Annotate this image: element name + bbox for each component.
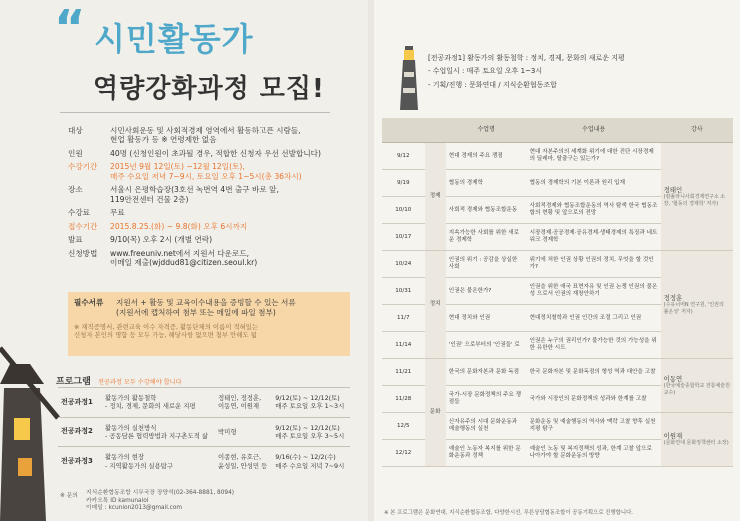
program-name-line: 전공과정3 <box>61 457 93 466</box>
program-name <box>58 417 102 447</box>
program-name <box>58 388 102 418</box>
program-instructors <box>215 388 272 418</box>
info-value-line: 2015년 9월 12일(토) ~12월 12일(토), <box>110 162 245 172</box>
schedule-row <box>382 251 733 278</box>
info-value-line: 119안전센터 건물 2층) <box>110 194 189 204</box>
program-instructors-line: 이종현, 유호근, <box>217 453 262 462</box>
program-row <box>58 388 350 418</box>
info-value <box>110 162 358 181</box>
info-label: 수강료 <box>68 208 91 218</box>
program-instructors-line: 윤성일, 안성민 등 <box>217 461 268 470</box>
flyer-title: 시민활동가 <box>94 20 254 58</box>
program-course <box>102 447 215 476</box>
schedule-column-header: 수업내용 <box>527 118 661 143</box>
schedule-content: 인권을 위한 애국 표현자유 및 인권 논쟁 인권의 불온성 으로서 인권의 재창안하기 <box>527 278 661 305</box>
schedule-date: 11/7 <box>382 305 425 332</box>
program-instructors <box>215 447 272 476</box>
schedule-area: 정제 <box>425 143 446 251</box>
schedule-topic: 신자유주의 시대 문화운동과 예술행동의 실천 <box>446 413 527 440</box>
info-value <box>110 235 358 244</box>
schedule-topic: 현대 정치와 인권 <box>446 305 527 332</box>
info-value-line: 9/10(목) 오후 2시 (개별 연락) <box>110 235 213 245</box>
schedule-date: 11/21 <box>382 359 425 386</box>
program-instructors-line: 박미형 <box>217 427 237 436</box>
instructor-name: 이동연 <box>663 375 683 384</box>
flyer-subtitle: 역량강화과정 모집! <box>93 74 325 104</box>
schedule-topic: 사회적 경제와 협동조합운동 <box>446 197 527 224</box>
program-table <box>58 387 350 476</box>
schedule-column-header: 수업명 <box>446 118 527 143</box>
program-row <box>58 447 350 476</box>
program-course <box>102 417 215 447</box>
contact-line: 카카오톡 ID kamunaiol <box>86 497 149 504</box>
info-value-line: 무료 <box>110 208 125 218</box>
course-header-line: - 수업일시 : 매주 토요일 오후 1~3시 <box>428 67 543 76</box>
program-title: 프로그램 <box>56 377 91 387</box>
schedule-area: 정치 <box>425 251 446 359</box>
schedule-content: 국가와 시장인의 문화정책의 성과와 한계를 고찰 <box>527 386 661 413</box>
program-name <box>58 447 102 476</box>
program-course <box>102 388 215 418</box>
info-row <box>68 126 358 145</box>
schedule-date: 10/10 <box>382 197 425 224</box>
program-schedule-line: 매주 수요일 저녁 7~9시 <box>275 461 345 470</box>
flyer-panel <box>0 0 368 521</box>
schedule-content: 문화운동 및 예술행동의 역사와 맥락 고찰 향후 실천 지평 탐구 <box>527 413 661 440</box>
schedule-content: 시장경제·공공경제·공유경제·생태경제의 특징과 네트워크 경제학 <box>527 224 661 251</box>
schedule-column-header <box>382 118 425 143</box>
info-label: 수강기간 <box>68 162 98 172</box>
requirement-note: ※ 재직증명서, 관련교육 이수 자격증, 활동단체의 이름이 적혀있는 <box>74 322 259 331</box>
program-schedule-line: 9/12(토) ~ 12/12(토) <box>275 394 340 402</box>
schedule-column-header: 강사 <box>661 118 733 143</box>
contact-label: ※ 문의 <box>60 493 78 499</box>
schedule-topic: 예술인 노동자 복지를 위한 문화운동과 정책 <box>446 440 527 467</box>
program-name-line: 전공과정1 <box>61 397 93 406</box>
required-documents-row <box>74 298 344 319</box>
program-note: 전공과정 모두 수강해야 합니다 <box>98 379 182 386</box>
schedule-content: 협동의 경제학의 기본 이론과 원리 입재 <box>527 170 661 197</box>
schedule-content: 한국 문화자본 및 문화독점의 형성 역과 대안을 고찰 <box>527 359 661 386</box>
schedule-date: 10/24 <box>382 251 425 278</box>
schedule-instructor <box>661 359 733 413</box>
info-value-line: www.freeuniv.net에서 지원서 다운로드, <box>110 248 250 258</box>
schedule-content: 위기에 처한 인권 상황 인권의 정치, 무엇을 할 것인가? <box>527 251 661 278</box>
program-course-line: - 정치, 경제, 문화의 새로운 지평 <box>105 402 196 411</box>
program-instructors <box>215 417 272 447</box>
schedule-date: 9/12 <box>382 143 425 170</box>
schedule-table <box>382 118 733 467</box>
instructor-desc: (수유너머N 연구원, '인권의 불온성' 저자) <box>663 302 724 315</box>
program-course-line: - 공동담론 협력방법과 지구촌도적 삶 <box>105 431 209 440</box>
info-label: 발표 <box>68 235 83 245</box>
program-instructors-line: 이동연, 이원재 <box>217 402 260 411</box>
sheet-footnote: ※ 본 프로그램은 문화연대, 지식순환협동조합, 다양한시선, 푸른상담협동조합이 공동기획으로 진행합니다. <box>384 510 633 516</box>
instructor-name: 정태인 <box>663 186 683 195</box>
schedule-header-row <box>382 118 733 143</box>
required-documents-label: 필수서류 <box>74 298 104 307</box>
info-label: 대상 <box>68 126 83 135</box>
schedule-topic: 협동의 경제학 <box>446 170 527 197</box>
contact-info <box>86 490 234 513</box>
schedule-row <box>382 143 733 170</box>
info-value-line: 2015.8.25.(화) ~ 9.8(화) 오후 6시까지 <box>110 221 248 231</box>
info-label: 장소 <box>68 185 83 195</box>
program-schedule-line: 매주 토요일 오후 1~3시 <box>275 402 345 411</box>
info-value-line: 서울시 은평학습장(3호선 녹번역 4번 출구 바로 앞, <box>110 185 279 195</box>
info-value-line: 40명 (신청인원이 초과될 경우, 적합한 신청자 우선 선발합니다) <box>110 148 321 158</box>
program-schedule-line: 매주 토요일 오후 3~5시 <box>275 431 345 440</box>
info-value <box>110 185 358 204</box>
schedule-topic: 지속가능한 사회를 위한 새로운 경제학 <box>446 224 527 251</box>
program-schedule <box>272 447 350 476</box>
schedule-date: 12/12 <box>382 440 425 467</box>
info-value <box>110 126 358 145</box>
required-documents-text <box>116 298 344 319</box>
instructor-name: 이원재 <box>663 432 683 441</box>
course-header-line: - 기획/진행 : 문화연대 / 지식순환협동조합 <box>428 80 557 89</box>
program-schedule-line: 9/12(토) ~ 12/12(토) <box>275 423 340 432</box>
info-label: 신청방법 <box>68 248 98 258</box>
info-value <box>110 222 358 231</box>
requirement-line: 지원서 + 활동 및 교육이수내용을 증빙할 수 있는 서류 <box>116 298 296 307</box>
course-header-line: [전공과정1] 활동가의 활동철학 : 정치, 경제, 문화의 새로운 지평 <box>428 54 625 62</box>
schedule-instructor <box>661 413 733 467</box>
schedule-column-header <box>425 118 446 143</box>
schedule-content: 현대 자본주의의 세계화 위기에 대한 진단 시장경제의 딜레마, 탈출구는 있는가? <box>527 143 661 170</box>
instructor-desc: (문화연대 문화정책센터 소장) <box>663 440 729 447</box>
info-row <box>68 185 358 204</box>
info-value <box>110 208 358 217</box>
schedule-topic: '인권' 으로부터의 '인권들' 로 <box>446 332 527 359</box>
info-row <box>68 249 358 268</box>
program-course-line: - 지역활동가의 실용탐구 <box>105 461 174 470</box>
schedule-instructor <box>661 143 733 251</box>
course-header <box>428 52 625 92</box>
info-row <box>68 149 358 158</box>
info-row <box>68 208 358 217</box>
schedule-date: 10/17 <box>382 224 425 251</box>
info-row <box>68 235 358 244</box>
schedule-date: 10/31 <box>382 278 425 305</box>
schedule-date: 9/19 <box>382 170 425 197</box>
contact-line: 이메일 : kcunion2013@gmail.com <box>86 505 183 512</box>
info-value <box>110 149 358 158</box>
schedule-content: 인권은 누구의 권리인가? 불가능한 것의 가능성을 위한 유한한 시도 <box>527 332 661 359</box>
windmill-illustration <box>0 328 60 521</box>
schedule-topic: 인권은 불온한가? <box>446 278 527 305</box>
info-row <box>68 222 358 231</box>
info-value-line: 시민사회운동 및 사회적경제 영역에서 활동하고픈 시람들, <box>110 126 301 135</box>
info-value <box>110 249 358 268</box>
info-list <box>68 126 358 272</box>
schedule-date: 11/28 <box>382 386 425 413</box>
program-row <box>58 417 350 447</box>
contact-line: 지식순환협동조합 시무국장 장양석(02-364-8881, 8094) <box>86 490 235 496</box>
program-instructors-line: 정태인, 정정훈, <box>217 394 262 402</box>
info-value-line: 매주 수요일 저녁 7~9시, 토요일 오후 1~5시(총 36차시) <box>110 171 302 181</box>
schedule-area: 문화 <box>425 359 446 467</box>
info-value-line: 현업 활동가 등 ※ 연령제한 없음 <box>110 135 217 145</box>
program-course-line: 활동가의 현장 <box>105 453 145 462</box>
instructor-desc: (칼폴라니사회경제연구소 소장, '협동의 경제학' 저자) <box>663 194 726 207</box>
info-label: 인원 <box>68 148 83 158</box>
program-course-line: 활동가의 실천방식 <box>105 423 157 432</box>
program-course-line: 활동가의 활동철학 <box>105 394 157 402</box>
info-row <box>68 162 358 181</box>
schedule-date: 12/5 <box>382 413 425 440</box>
lighthouse-icon <box>398 46 420 110</box>
schedule-date: 11/14 <box>382 332 425 359</box>
schedule-instructor <box>661 251 733 359</box>
quote-mark-icon: “ <box>54 0 86 56</box>
info-value-line: 이메일 제출(wjddud81@citizen.seoul.kr) <box>110 258 258 268</box>
schedule-row <box>382 359 733 386</box>
required-documents-box <box>68 292 350 356</box>
info-label: 접수기간 <box>68 221 98 231</box>
program-schedule-line: 9/16(수) ~ 12/2(수) <box>275 453 336 462</box>
program-schedule <box>272 417 350 447</box>
instructor-name: 정정훈 <box>663 294 683 303</box>
schedule-topic: 현대 경제의 주요 쟁점 <box>446 143 527 170</box>
requirement-note: 신청자 본인의 명함 등 모두 가능, 해당사항 없으면 첨부 안해도 됨 <box>74 331 257 340</box>
schedule-topic: 국가-시장 문화정책의 주요 쟁점들 <box>446 386 527 413</box>
schedule-content: 사회적경제와 협동조합운동의 역사 탐색 한국 협동조합의 현황 및 앞으로의 전망 <box>527 197 661 224</box>
schedule-topic: 한국의 문화자본과 문화 독점 <box>446 359 527 386</box>
schedule-content: 현대정치철학과 인권 인간의 조절 그리고 인권 <box>527 305 661 332</box>
requirement-line: (지원서에 캡처하여 첨부 또는 메일에 파일 첨부) <box>116 308 276 318</box>
schedule-content: 예술인 노동 및 복지정책의 성과, 한계 고찰 앞으로 나아가야 할 문화운동의 방향 <box>527 440 661 467</box>
program-name-line: 전공과정2 <box>61 427 93 436</box>
instructor-desc: (한국예술종합학교 전통예술원 교수) <box>663 383 730 396</box>
schedule-topic: 인권의 위기 : 공감을 상실한 사회 <box>446 251 527 278</box>
program-schedule <box>272 388 350 418</box>
title-divider <box>60 112 330 113</box>
